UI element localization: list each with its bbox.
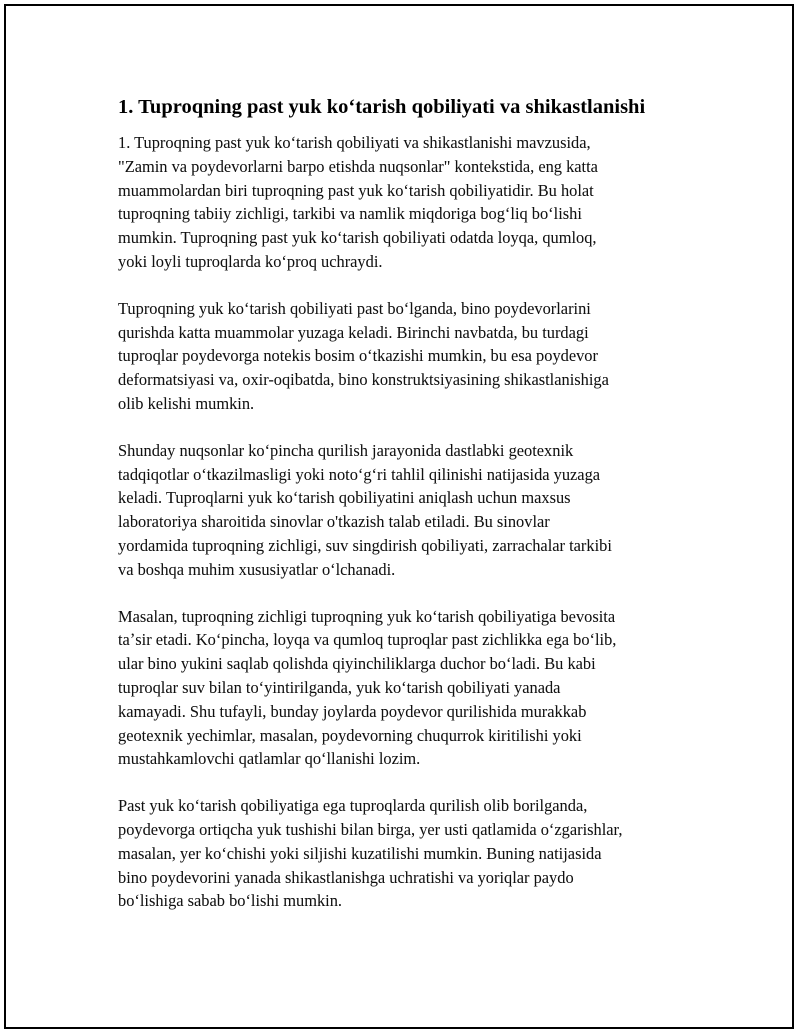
- text-line: Tuproqning yuk koʻtarish qobiliyati past boʻlganda, bino poydevorlarini: [118, 298, 591, 318]
- text-line: deformatsiyasi va, oxir-oqibatda, bino konstruktsiyasining shikastlanishiga: [118, 370, 609, 390]
- text-line: tuproqning tabiiy zichligi, tarkibi va namlik miqdoriga bogʻliq boʻlishi: [118, 204, 582, 224]
- text-line: yoki loyli tuproqlarda koʻproq uchraydi.: [118, 251, 383, 271]
- text-line: tuproqlar suv bilan toʻyintirilganda, yuk koʻtarish qobiliyati yanada: [118, 677, 561, 697]
- paragraph-2: [118, 297, 698, 416]
- text-line: laboratoriya sharoitida sinovlar o'tkazish talab etiladi. Bu sinovlar: [118, 512, 550, 532]
- text-line: va boshqa muhim xususiyatlar oʻlchanadi.: [118, 559, 396, 579]
- text-line: kamayadi. Shu tufayli, bunday joylarda poydevor qurilishida murakkab: [118, 701, 587, 721]
- text-line: Shunday nuqsonlar koʻpincha qurilish jarayonida dastlabki geotexnik: [118, 440, 574, 460]
- text-line: mumkin. Tuproqning past yuk koʻtarish qobiliyati odatda loyqa, qumloq,: [118, 228, 597, 248]
- text-line: bino poydevorini yanada shikastlanishga uchratishi va yoriqlar paydo: [118, 867, 574, 887]
- text-line: masalan, yer koʻchishi yoki siljishi kuzatilishi mumkin. Buning natijasida: [118, 843, 602, 863]
- text-line: tadqiqotlar oʻtkazilmasligi yoki notoʻgʻri tahlil qilinishi natijasida yuzaga: [118, 464, 601, 484]
- text-line: yordamida tuproqning zichligi, suv singdirish qobiliyati, zarrachalar tarkibi: [118, 535, 612, 555]
- paragraph-1: [118, 131, 698, 274]
- document-body: [118, 93, 698, 936]
- text-line: taʼsir etadi. Koʻpincha, loyqa va qumloq tuproqlar past zichlikka ega boʻlib,: [118, 630, 617, 650]
- text-line: mustahkamlovchi qatlamlar qoʻllanishi lozim.: [118, 749, 421, 769]
- text-line: 1. Tuproqning past yuk koʻtarish qobiliyati va shikastlanishi mavzusida,: [118, 133, 591, 152]
- text-line: geotexnik yechimlar, masalan, poydevorning chuqurrok kiritilishi yoki: [118, 725, 582, 745]
- document-title: 1. Tuproqning past yuk koʻtarish qobiliyati va shikastlanishi: [118, 96, 646, 118]
- text-line: Past yuk koʻtarish qobiliyatiga ega tuproqlarda qurilish olib borilganda,: [118, 796, 588, 816]
- paragraph-5: [118, 794, 698, 913]
- text-line: tuproqlar poydevorga notekis bosim oʻtkazishi mumkin, bu esa poydevor: [118, 346, 598, 366]
- text-line: "Zamin va poydevorlarni barpo etishda nuqsonlar" kontekstida, eng katta: [118, 156, 598, 176]
- text-line: muammolardan biri tuproqning past yuk koʻtarish qobiliyatidir. Bu holat: [118, 180, 594, 200]
- text-line: ular bino yukini saqlab qolishda qiyinchiliklarga duchor boʻladi. Bu kabi: [118, 654, 596, 674]
- text-line: poydevorga ortiqcha yuk tushishi bilan birga, yer usti qatlamida oʻzgarishlar,: [118, 819, 623, 839]
- text-line: boʻlishiga sabab boʻlishi mumkin.: [118, 891, 342, 911]
- text-line: olib kelishi mumkin.: [118, 393, 255, 413]
- text-line: Masalan, tuproqning zichligi tuproqning yuk koʻtarish qobiliyatiga bevosita: [118, 606, 616, 626]
- text-line: keladi. Tuproqlarni yuk koʻtarish qobiliyatini aniqlash uchun maxsus: [118, 488, 571, 508]
- paragraph-3: [118, 439, 698, 582]
- paragraph-4: [118, 605, 698, 772]
- text-line: qurishda katta muammolar yuzaga keladi. Birinchi navbatda, bu turdagi: [118, 322, 589, 342]
